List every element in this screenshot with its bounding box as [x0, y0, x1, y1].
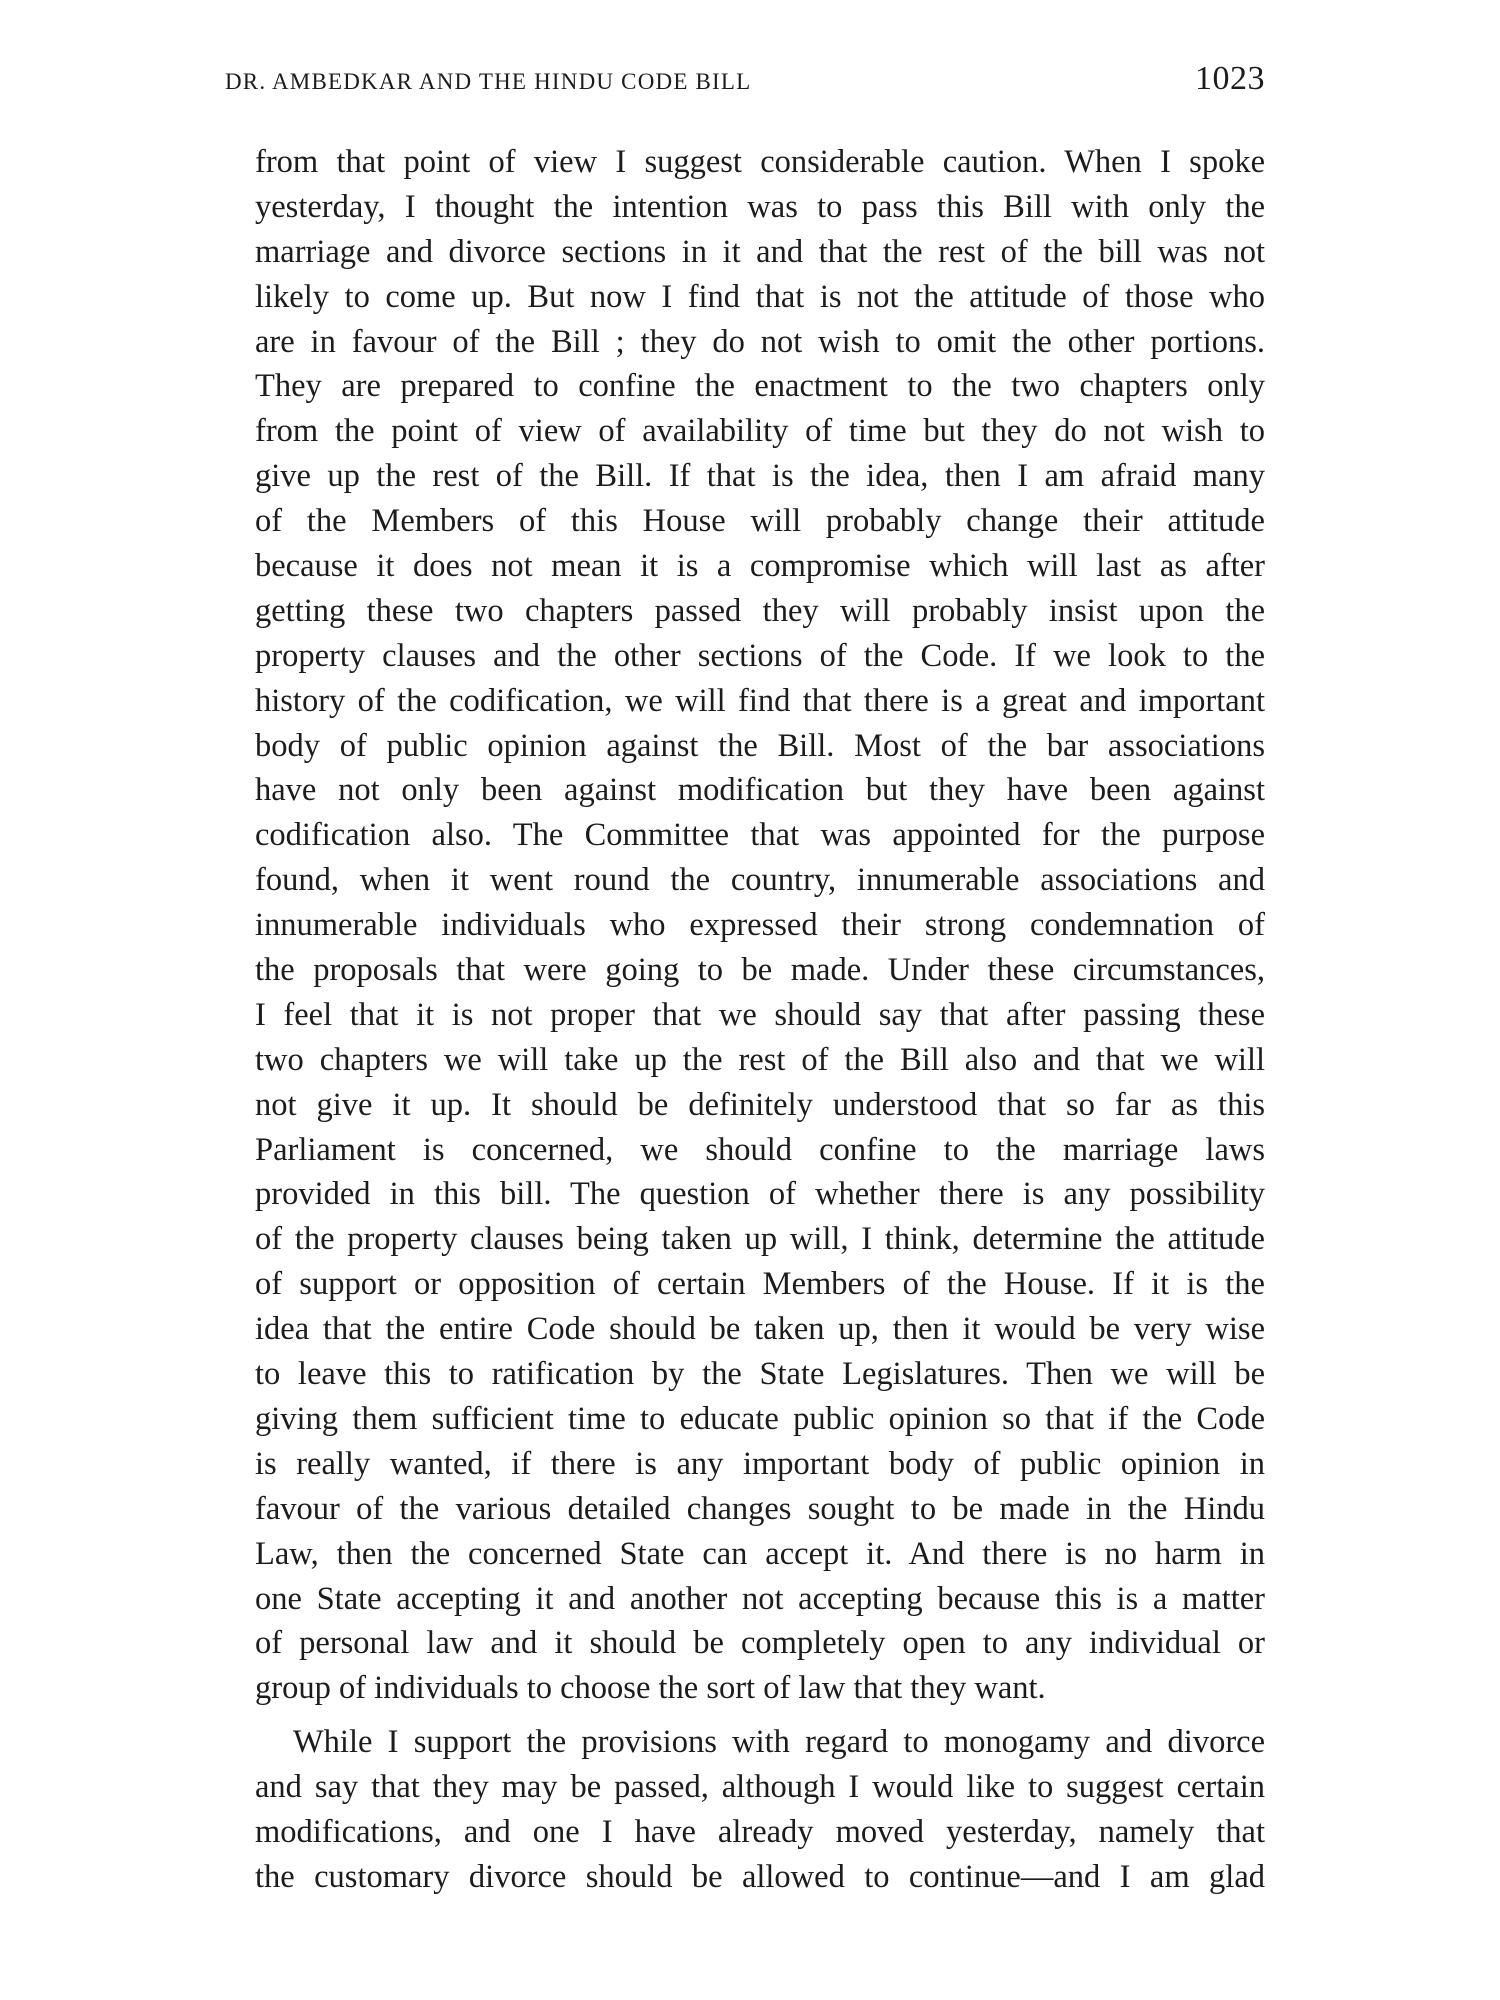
text-line: codification also. The Committee that was appointed for the purpose [255, 817, 1265, 854]
paragraph [255, 140, 1265, 1711]
text-line: not give it up. It should be definitely understood that so far as this [255, 1086, 1265, 1123]
text-line: modifications, and one I have already moved yesterday, namely that [255, 1813, 1265, 1850]
text-line: from that point of view I suggest considerable caution. When I spoke [255, 144, 1265, 180]
text-line: of support or opposition of certain Members of the House. If it is the [255, 1266, 1265, 1303]
text-line: found, when it went round the country, innumerable associations and [255, 862, 1265, 899]
text-line: innumerable individuals who expressed their strong condemnation of [255, 907, 1265, 944]
text-line: marriage and divorce sections in it and that the rest of the bill was not [255, 233, 1265, 270]
running-title: DR. AMBEDKAR AND THE HINDU CODE BILL [225, 69, 752, 94]
text-line: provided in this bill. The question of whether there is any possibility [255, 1176, 1265, 1213]
text-line: of the property clauses being taken up will, I think, determine the attitude [255, 1221, 1265, 1258]
text-line: Law, then the concerned State can accept it. And there is no harm in [255, 1535, 1265, 1572]
text-line: likely to come up. But now I find that is not the attitude of those who [255, 278, 1265, 315]
text-line: and say that they may be passed, although I would like to suggest certain [255, 1769, 1265, 1806]
text-line: Parliament is concerned, we should confine to the marriage laws [255, 1131, 1265, 1168]
text-line: two chapters we will take up the rest of the Bill also and that we will [255, 1041, 1265, 1078]
text-line: history of the codification, we will find that there is a great and important [255, 682, 1265, 719]
text-line: yesterday, I thought the intention was to pass this Bill with only the [255, 188, 1265, 225]
text-line: is really wanted, if there is any important body of public opinion in [255, 1445, 1265, 1482]
text-line: I feel that it is not proper that we should say that after passing these [255, 996, 1265, 1033]
text-line: of personal law and it should be completely open to any individual or [255, 1625, 1265, 1662]
body-text [255, 140, 1265, 1900]
running-head [225, 60, 1265, 108]
text-line: They are prepared to confine the enactment to the two chapters only [255, 368, 1265, 405]
text-line: the customary divorce should be allowed to continue—and I am glad [255, 1858, 1265, 1895]
text-line: idea that the entire Code should be taken up, then it would be very wise [255, 1311, 1265, 1348]
text-line: the proposals that were going to be made. Under these circumstances, [255, 952, 1265, 989]
paragraph [255, 1720, 1265, 1900]
page-number: 1023 [1195, 60, 1265, 97]
text-line: are in favour of the Bill ; they do not wish to omit the other portions. [255, 323, 1265, 360]
text-line: have not only been against modification but they have been against [255, 772, 1265, 809]
text-line: one State accepting it and another not accepting because this is a matter [255, 1580, 1265, 1617]
text-line: from the point of view of availability of time but they do not wish to [255, 413, 1265, 450]
text-line: favour of the various detailed changes sought to be made in the Hindu [255, 1490, 1265, 1527]
paragraph-gap [255, 1711, 1265, 1720]
text-line: of the Members of this House will probably change their attitude [255, 503, 1265, 540]
text-line: to leave this to ratification by the State Legislatures. Then we will be [255, 1356, 1265, 1393]
text-line: body of public opinion against the Bill. Most of the bar associations [255, 727, 1265, 764]
text-line: getting these two chapters passed they will probably insist upon the [255, 592, 1265, 629]
text-line: While I support the provisions with regard to monogamy and divorce [293, 1724, 1265, 1761]
text-line: giving them sufficient time to educate public opinion so that if the Code [255, 1400, 1265, 1437]
text-line: because it does not mean it is a compromise which will last as after [255, 548, 1265, 585]
text-line: property clauses and the other sections of the Code. If we look to the [255, 637, 1265, 674]
text-line: give up the rest of the Bill. If that is the idea, then I am afraid many [255, 458, 1265, 495]
text-line: group of individuals to choose the sort of law that they want. [255, 1670, 1046, 1707]
